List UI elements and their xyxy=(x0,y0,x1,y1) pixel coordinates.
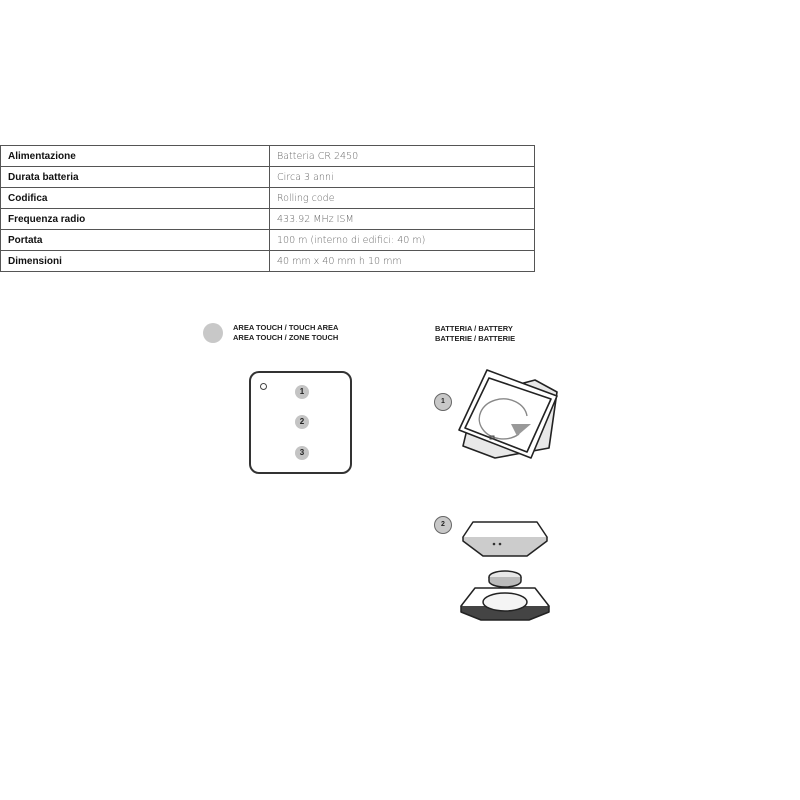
remote-front-view xyxy=(249,371,352,474)
spec-key: Codifica xyxy=(1,188,270,209)
table-row xyxy=(1,251,535,272)
spec-value: Batteria CR 2450 xyxy=(270,146,535,167)
spec-value: 40 mm x 40 mm h 10 mm xyxy=(270,251,535,272)
spec-key: Alimentazione xyxy=(1,146,270,167)
spec-value: Circa 3 anni xyxy=(270,167,535,188)
touch-area-label xyxy=(233,323,338,343)
spec-key: Frequenza radio xyxy=(1,209,270,230)
spec-key: Durata batteria xyxy=(1,167,270,188)
battery-title xyxy=(435,324,515,344)
spec-key: Dimensioni xyxy=(1,251,270,272)
table-row xyxy=(1,188,535,209)
touch-button-2: 2 xyxy=(295,415,309,429)
battery-title-line1: BATTERIA / BATTERY xyxy=(435,324,513,333)
touch-button-3: 3 xyxy=(295,446,309,460)
battery-title-line2: BATTERIE / BATTERIE xyxy=(435,334,516,343)
step-badge-1: 1 xyxy=(434,393,452,411)
spec-table xyxy=(0,145,535,272)
table-row xyxy=(1,146,535,167)
spec-value: Rolling code xyxy=(270,188,535,209)
led-indicator xyxy=(260,383,267,390)
step-badge-2: 2 xyxy=(434,516,452,534)
spec-value: 433.92 MHz ISM xyxy=(270,209,535,230)
touch-area-swatch xyxy=(203,323,223,343)
battery-step2-illustration xyxy=(455,510,555,625)
spec-key: Portata xyxy=(1,230,270,251)
touch-button-1: 1 xyxy=(295,385,309,399)
table-row xyxy=(1,167,535,188)
battery-step1-illustration xyxy=(455,366,570,466)
touch-area-label-line2: AREA TOUCH / ZONE TOUCH xyxy=(233,333,339,342)
touch-area-label-line1: AREA TOUCH / TOUCH AREA xyxy=(233,323,339,332)
touch-area-legend xyxy=(203,323,338,343)
table-row xyxy=(1,230,535,251)
spec-value: 100 m (interno di edifici: 40 m) xyxy=(270,230,535,251)
table-row xyxy=(1,209,535,230)
